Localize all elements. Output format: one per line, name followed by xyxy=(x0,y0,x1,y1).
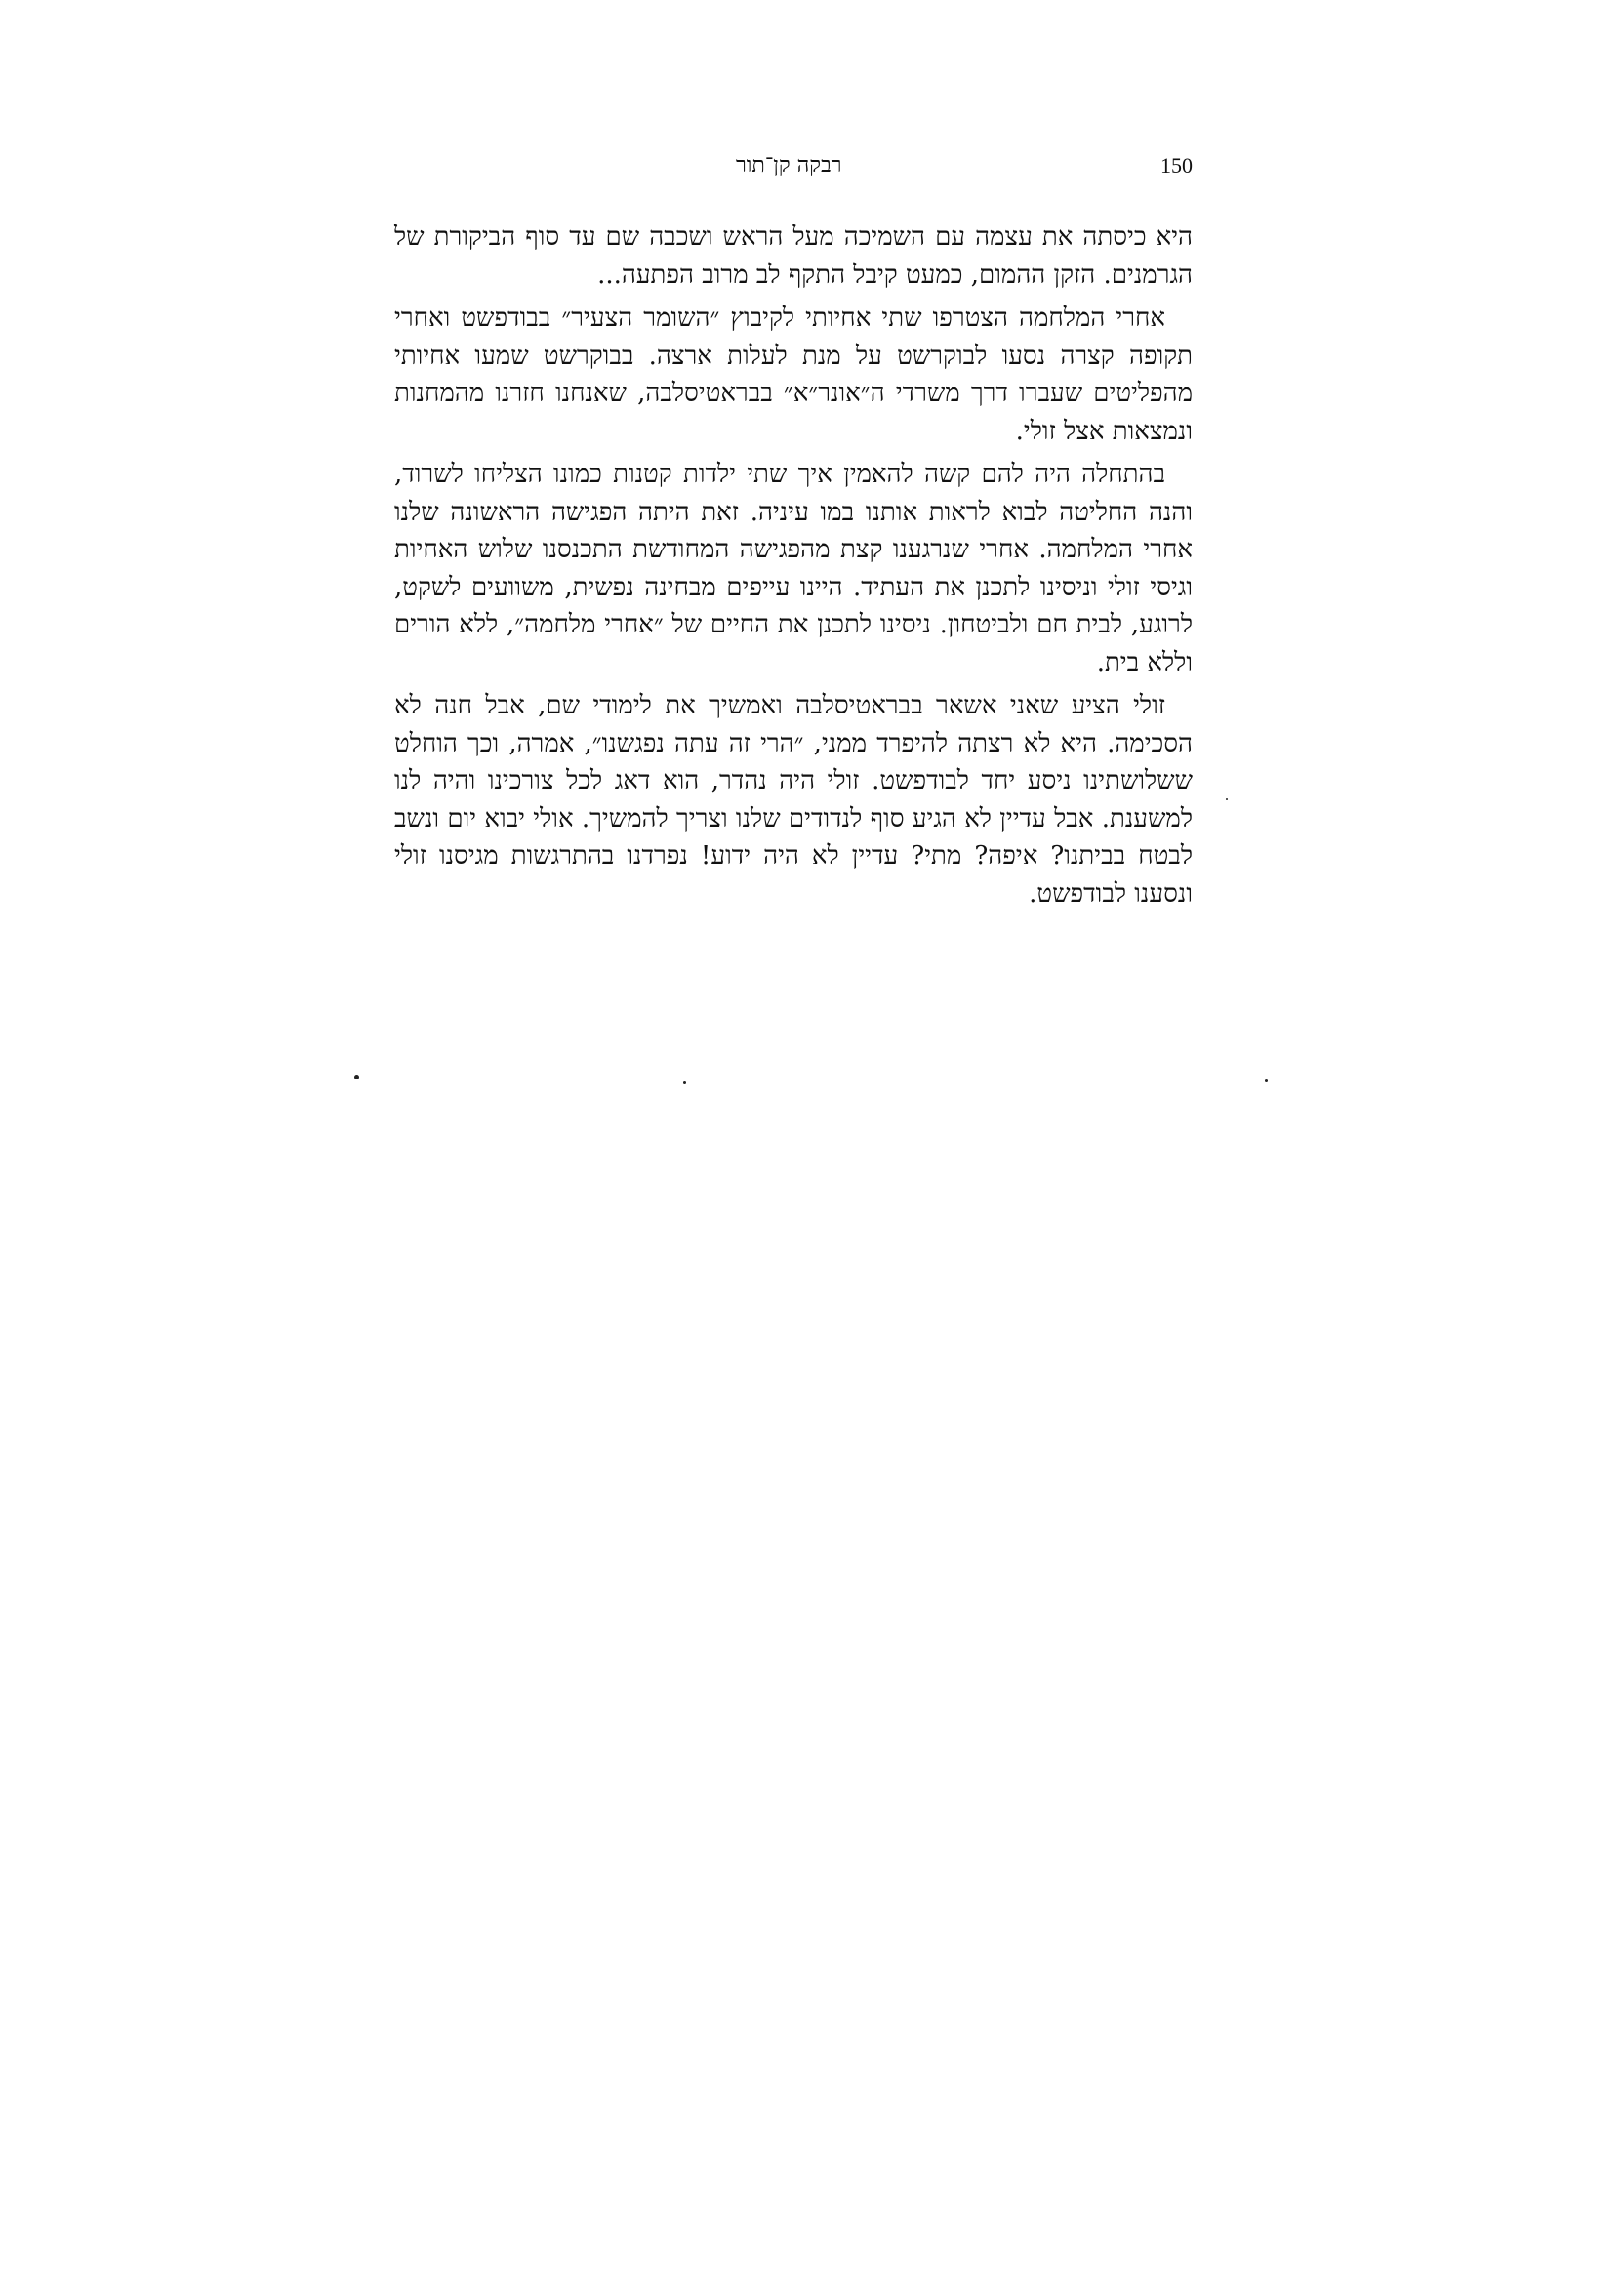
author-name: רבקה קן־תור xyxy=(736,153,842,178)
scan-speck-center xyxy=(683,1081,686,1084)
scan-speck-left xyxy=(354,1075,359,1079)
paragraph-4: זולי הציע שאני אשאר בבראטיסלבה ואמשיך את לימודי שם, אבל חנה לא הסכימה. היא לא רצתה להיפרד ממני, ״הרי זה עתה נפגשנו״, אמרה, וכך הוחלט ששלושתינו ניסע יחד לבודפשט. זולי היה נהדר, הוא דאג לכל צורכינו והיה לנו למשענת. אבל עדיין לא הגיע סוף לנדודים שלנו וצריך להמשיך. אולי יבוא יום ונשב לבטח בביתנו? איפה? מתי? עדיין לא היה ידוע! נפרדנו בהתרגשות מגיסנו זולי ונסענו לבודפשט. xyxy=(394,691,1193,909)
running-head xyxy=(394,146,1193,185)
scan-speck-margin xyxy=(1226,798,1228,800)
page-number: 150 xyxy=(1160,153,1193,178)
body-text xyxy=(394,219,1193,918)
paragraph-1: היא כיסתה את עצמה עם השמיכה מעל הראש ושכבה שם עד סוף הביקורת של הגרמנים. הזקן ההמום, כמעט קיבל התקף לב מרוב הפתעה... xyxy=(394,223,1193,290)
scan-speck-right xyxy=(1265,1079,1268,1082)
paragraph-3: בהתחלה היה להם קשה להאמין איך שתי ילדות קטנות כמונו הצליחו לשרוד, והנה החליטה לבוא לראות אותנו במו עיניה. זאת היתה הפגישה הראשונה שלנו אחרי המלחמה. אחרי שנרגענו קצת מהפגישה המחודשת התכנסנו שלוש האחיות וגיסי זולי וניסינו לתכנן את העתיד. היינו עייפים מבחינה נפשית, משוועים לשקט, לרוגע, לבית חם ולביטחון. ניסינו לתכנן את החיים של ״אחרי מלחמה״, ללא הורים וללא בית. xyxy=(394,460,1193,677)
paragraph-2: אחרי המלחמה הצטרפו שתי אחיותי לקיבוץ ״השומר הצעיר״ בבודפשט ואחרי תקופה קצרה נסעו לבוקרשט על מנת לעלות ארצה. בבוקרשט שמעו אחיותי מהפליטים שעברו דרך משרדי ה״אונר״א״ בבראטיסלבה, שאנחנו חזרנו מהמחנות ונמצאות אצל זולי. xyxy=(394,304,1193,446)
